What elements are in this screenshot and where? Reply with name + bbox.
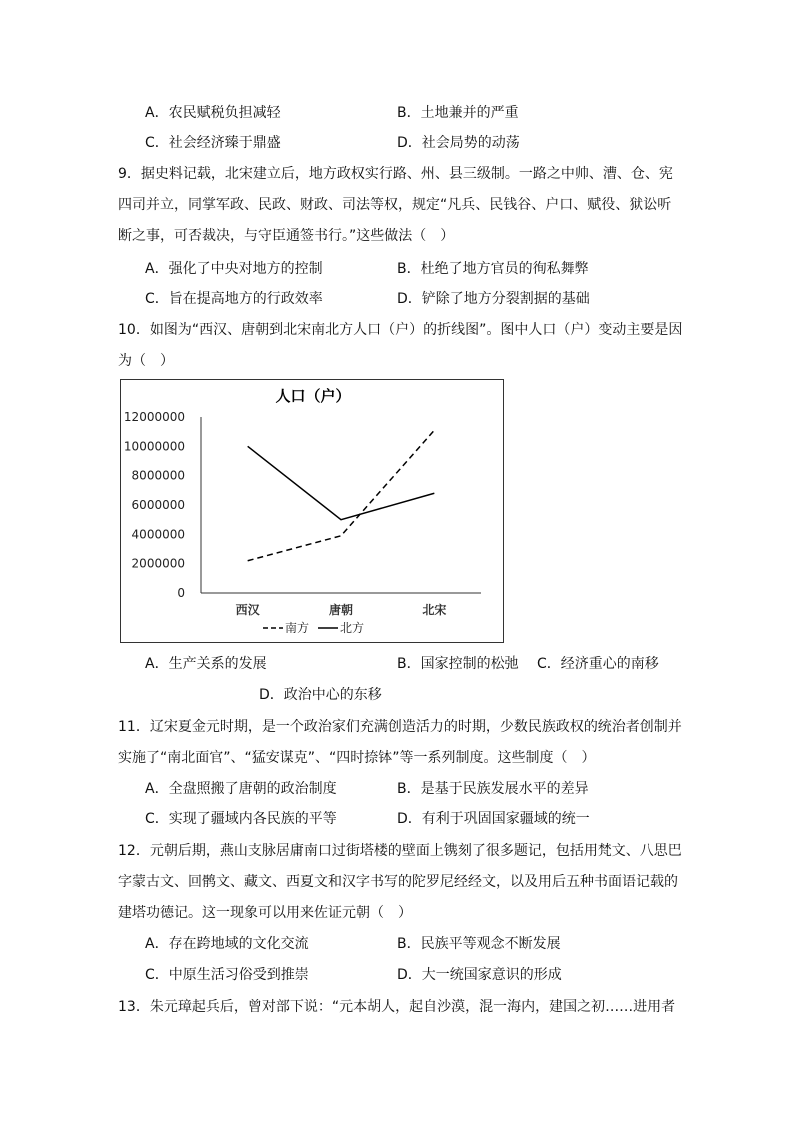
chart-legend (263, 620, 364, 635)
chart-series (248, 430, 435, 561)
q10-option-c: C．经济重心的南移 (537, 656, 659, 672)
q9-option-d: D．铲除了地方分裂割据的基础 (397, 291, 590, 307)
x-category-label: 北宋 (422, 603, 447, 617)
legend-label: 南方 (285, 621, 310, 635)
q11-option-d: D．有利于巩固国家疆域的统一 (397, 811, 590, 827)
q8-option-a: A．农民赋税负担减轻 (145, 105, 281, 121)
y-tick-label: 6000000 (131, 498, 185, 512)
q9-option-c: C．旨在提高地方的行政效率 (145, 291, 323, 307)
y-tick-label: 0 (177, 586, 185, 600)
chart-title: 人口（户） (275, 387, 351, 405)
x-category-label: 唐朝 (328, 603, 354, 617)
q11-option-a: A．全盘照搬了唐朝的政治制度 (145, 781, 337, 797)
series-line-北方 (248, 446, 435, 519)
q10-stem-line: 为（ ） (118, 353, 174, 369)
q12-option-a: A．存在跨地域的文化交流 (145, 936, 309, 952)
q8-option-c: C．社会经济臻于鼎盛 (145, 135, 281, 151)
q11-option-b: B．是基于民族发展水平的差异 (397, 781, 589, 797)
q10-option-d: D．政治中心的东移 (259, 687, 382, 703)
chart-canvas (121, 380, 505, 644)
q9-option-a: A．强化了中央对地方的控制 (145, 261, 323, 277)
q9-stem-line: 9．据史料记载，北宋建立后，地方政权实行路、州、县三级制。一路之中帅、漕、仓、宪 (118, 166, 673, 182)
q9-option-b: B．杜绝了地方官员的徇私舞弊 (397, 261, 589, 277)
x-category-labels (236, 602, 447, 617)
q8-option-b: B．土地兼并的严重 (397, 105, 519, 121)
q8-option-d: D．社会局势的动荡 (397, 135, 520, 151)
y-tick-labels (124, 410, 185, 600)
q12-stem-line: 字蒙古文、回鹘文、藏文、西夏文和汉字书写的陀罗尼经经文，以及用后五种书面语记载的 (118, 874, 678, 890)
q11-option-c: C．实现了疆域内各民族的平等 (145, 811, 337, 827)
y-tick-label: 4000000 (131, 527, 185, 542)
q9-stem-line: 断之事，可否裁决，与守臣通签书行。”这些做法（ ） (118, 228, 455, 244)
series-line-南方 (248, 430, 435, 561)
y-tick-label: 10000000 (123, 439, 185, 454)
legend-label: 北方 (340, 621, 365, 635)
q12-option-c: C．中原生活习俗受到推崇 (145, 967, 309, 983)
q9-stem-line: 四司并立，同掌军政、民政、财政、司法等权，规定“凡兵、民钱谷、户口、赋役、狱讼听 (118, 197, 672, 213)
q11-stem-line: 实施了“南北面官”、“猛安谋克”、“四时捺钵”等一系列制度。这些制度（ ） (118, 750, 596, 766)
q12-option-d: D．大一统国家意识的形成 (397, 967, 562, 983)
q10-option-a: A．生产关系的发展 (145, 656, 267, 672)
q12-stem-line: 12．元朝后期，燕山支脉居庸南口过街塔楼的壁面上镌刻了很多题记，包括用梵文、八思巴 (118, 843, 682, 859)
y-tick-label: 8000000 (131, 468, 185, 483)
q11-stem-line: 11．辽宋夏金元时期，是一个政治家们充满创造活力的时期，少数民族政权的统治者创制并 (118, 719, 682, 735)
y-tick-label: 2000000 (131, 556, 185, 571)
q12-option-b: B．民族平等观念不断发展 (397, 936, 561, 952)
q10-option-b: B．国家控制的松弛 (397, 656, 519, 672)
population-line-chart (120, 379, 504, 643)
x-category-label: 西汉 (235, 603, 260, 617)
y-tick-label: 12000000 (123, 410, 185, 424)
q12-stem-line: 建塔功德记。这一现象可以用来佐证元朝（ ） (118, 905, 412, 921)
q13-stem-line: 13．朱元璋起兵后，曾对部下说：“元本胡人，起自沙漠，混一海内，建国之初……进用者 (118, 999, 676, 1015)
q10-stem-line: 10．如图为“西汉、唐朝到北宋南北方人口（户）的折线图”。图中人口（户）变动主要是因 (118, 322, 683, 338)
